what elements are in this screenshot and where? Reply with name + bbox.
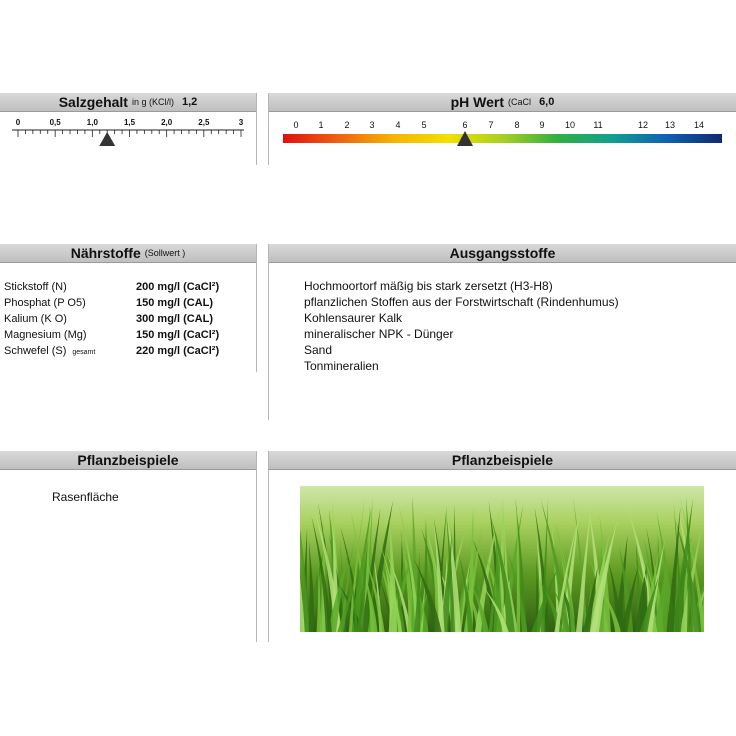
ph-tick-label: 1 — [318, 120, 324, 130]
table-row — [4, 295, 219, 311]
nutrient-value: 150 mg/l (CaCl²) — [136, 329, 220, 341]
table-row — [4, 327, 219, 343]
grass-photo — [300, 486, 704, 632]
salt-tick-label: 2,5 — [198, 118, 210, 127]
examples-right-title: Pflanzbeispiele — [451, 452, 554, 468]
salt-title: Salzgehalt — [58, 94, 128, 110]
ph-tick-label: 3 — [369, 120, 375, 130]
nutrient-name: Phosphat (P O5) — [4, 297, 86, 309]
examples-left-header — [0, 451, 256, 470]
ph-tick-label: 10 — [564, 120, 576, 130]
salt-value: 1,2 — [181, 96, 198, 108]
ph-panel — [268, 93, 736, 165]
plant-example-text: Rasenfläche — [52, 490, 119, 504]
nutrients-header — [0, 244, 256, 263]
examples-left-panel — [0, 451, 257, 642]
nutrient-note: gesamt — [72, 349, 96, 356]
ph-title: pH Wert — [450, 94, 505, 110]
list-item: Hochmoortorf mäßig bis stark zersetzt (H3-H8) — [304, 279, 553, 293]
nutrients-subtitle: (Sollwert ) — [144, 248, 186, 258]
ph-tick-label: 13 — [664, 120, 676, 130]
list-item: Tonmineralien — [304, 359, 379, 373]
salt-tick-label: 2,0 — [161, 118, 173, 127]
ph-marker-layer — [269, 112, 736, 165]
salt-tick-label: 1,0 — [86, 118, 98, 127]
list-item: Kohlensaurer Kalk — [304, 311, 403, 325]
ph-header — [269, 93, 736, 112]
salt-scale — [0, 112, 257, 165]
nutrients-panel — [0, 244, 257, 372]
sources-header — [269, 244, 736, 263]
table-row — [4, 279, 219, 295]
table-row — [4, 343, 219, 359]
ph-tick-label: 2 — [344, 120, 350, 130]
list-item: pflanzlichen Stoffen aus der Forstwirtschaft (Rindenhumus) — [304, 295, 619, 309]
salt-tick-label: 1,5 — [123, 118, 136, 127]
nutrient-value: 150 mg/l (CAL) — [136, 297, 214, 309]
ph-tick-label: 6 — [462, 120, 468, 130]
sources-panel — [268, 244, 736, 420]
examples-right-header — [269, 451, 736, 470]
ph-tick-label: 5 — [421, 120, 427, 130]
examples-left-title: Pflanzbeispiele — [77, 452, 179, 468]
nutrient-name: Magnesium (Mg) — [4, 329, 87, 341]
ph-scale — [269, 112, 736, 165]
salt-unit: in g (KCl/l) — [131, 97, 174, 107]
ph-tick-label: 4 — [395, 120, 401, 130]
ph-tick-label: 12 — [637, 120, 649, 130]
nutrient-name: Kalium (K O) — [4, 313, 67, 325]
nutrient-value: 300 mg/l (CAL) — [136, 313, 214, 325]
salt-header — [0, 93, 256, 112]
nutrients-table — [4, 279, 219, 359]
salt-tick-label: 0 — [15, 118, 21, 127]
ph-tick-label: 0 — [293, 120, 299, 130]
ph-tick-label: 14 — [693, 120, 705, 130]
table-row — [4, 311, 219, 327]
ph-tick-label: 11 — [593, 120, 603, 130]
salt-value-marker — [99, 132, 115, 146]
nutrient-value: 200 mg/l (CaCl²) — [136, 281, 220, 293]
ph-value: 6,0 — [539, 96, 555, 108]
sources-list — [304, 278, 619, 374]
sources-title: Ausgangsstoffe — [449, 245, 556, 261]
list-item: Sand — [304, 343, 333, 357]
ph-value-marker — [457, 131, 473, 146]
list-item: mineralischer NPK - Dünger — [304, 327, 454, 341]
ph-tick-label: 9 — [539, 120, 545, 130]
examples-right-panel — [268, 451, 736, 642]
ph-unit: (CaCl — [508, 97, 532, 107]
salt-tick-label: 0,5 — [49, 118, 61, 127]
salt-panel — [0, 93, 257, 165]
salt-tick-label: 3 — [238, 118, 244, 127]
ph-tick-label: 8 — [514, 120, 520, 130]
nutrient-value: 220 mg/l (CaCl²) — [136, 345, 220, 357]
salt-ruler — [0, 112, 257, 165]
nutrient-name: Stickstoff (N) — [4, 281, 67, 293]
ph-tick-label: 7 — [488, 120, 494, 130]
nutrient-name: Schwefel (S) — [4, 345, 67, 357]
nutrients-title: Nährstoffe — [70, 245, 141, 261]
